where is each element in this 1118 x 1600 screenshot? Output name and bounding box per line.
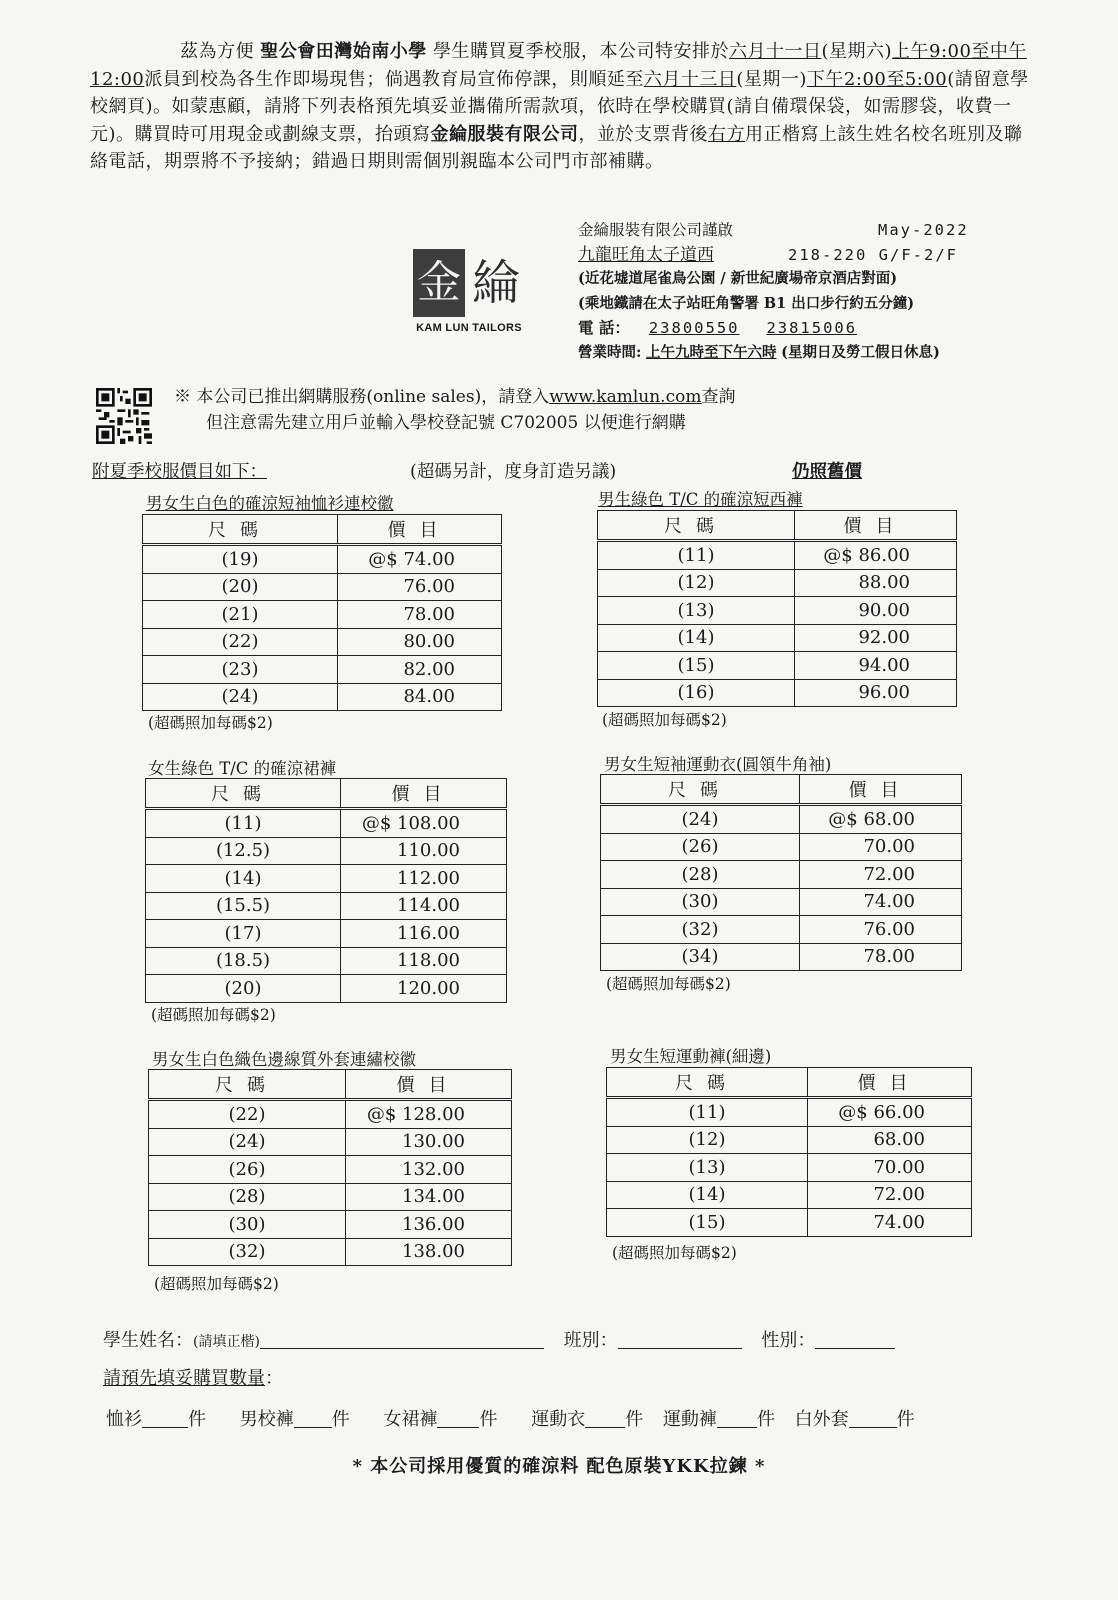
phone-label: 電 話： <box>578 318 630 337</box>
price-cell: @$ 74.00 <box>338 545 502 574</box>
size-cell: (21) <box>143 601 338 629</box>
company-info <box>578 218 1018 365</box>
qty-unit: 件 <box>331 1409 350 1430</box>
intro-text-6: (請留意學校網頁)。如蒙惠顧，請將下列表格預先填妥並攜備所需款項，依時在學校購買(請自備環保袋，如需膠袋，收費一元)。購買時可用現金或劃線支票，抬頭寫 <box>90 68 1029 145</box>
price-cell: 78.00 <box>338 601 502 629</box>
price-table-jacket <box>148 1069 512 1266</box>
table-row <box>598 679 957 707</box>
phone-number-1: 23800550 <box>648 319 740 337</box>
table-row <box>146 892 507 920</box>
price-cell: @$ 108.00 <box>341 809 507 838</box>
table-row <box>143 545 502 574</box>
price-table-boys-shorts <box>597 510 957 707</box>
cheque-right-side: 右方 <box>708 123 746 145</box>
phone-number-2: 23815006 <box>766 319 858 337</box>
online-line-2: 但注意需先建立用戶並輸入學校登記號 C702005 以便進行網購 <box>206 413 686 433</box>
size-header: 尺碼 <box>149 1070 346 1100</box>
intro-paragraph <box>90 38 1030 176</box>
intro-text-7: ，並於支票背後 <box>578 123 709 145</box>
table-row <box>607 1154 972 1182</box>
price-table-sports-shorts <box>606 1067 972 1237</box>
qty-unit: 件 <box>625 1409 644 1430</box>
sale-date-1: 六月十一日 <box>728 41 822 62</box>
sale-date-2: 六月十三日 <box>643 68 737 90</box>
price-cell: 94.00 <box>795 652 957 680</box>
table-row <box>607 1126 972 1154</box>
size-cell: (28) <box>149 1183 346 1211</box>
size-cell: (23) <box>143 656 338 684</box>
table-row <box>601 805 962 834</box>
table-row <box>598 624 957 652</box>
student-name-hint: (請填正楷) <box>193 1334 260 1350</box>
student-name-field[interactable] <box>260 1330 544 1349</box>
class-label: 班別： <box>563 1330 618 1351</box>
size-cell: (20) <box>143 573 338 601</box>
table-row <box>598 652 957 680</box>
price-table-shirt <box>142 514 502 711</box>
qty-item-girls-skort: 女裙褲 <box>383 1409 438 1430</box>
old-price-label: 仍照舊價 <box>792 462 862 482</box>
table-row <box>143 573 502 601</box>
size-cell: (11) <box>607 1098 808 1127</box>
school-name: 聖公會田灣始南小學 <box>260 41 427 62</box>
price-cell: 84.00 <box>338 683 502 711</box>
table-row <box>598 569 957 597</box>
price-cell: 118.00 <box>341 947 507 975</box>
hours-note: (星期日及勞工假日休息) <box>781 343 940 361</box>
price-cell: @$ 86.00 <box>795 541 957 570</box>
price-cell: 88.00 <box>795 569 957 597</box>
size-header: 尺碼 <box>607 1068 808 1098</box>
table-row <box>149 1211 512 1239</box>
price-cell: 80.00 <box>338 628 502 656</box>
company-signoff: 金綸服裝有限公司謹啟 <box>578 221 734 239</box>
price-cell: 116.00 <box>341 920 507 948</box>
table-row <box>146 837 507 865</box>
price-cell: 114.00 <box>341 892 507 920</box>
mtr-directions: (乘地鐵請在太子站旺角警署 B1 出口步行約五分鐘) <box>578 294 915 312</box>
oversize-note: (超碼照加每碼$2) <box>602 711 727 729</box>
table-row <box>146 975 507 1003</box>
qty-sports-shorts-field[interactable] <box>717 1409 757 1428</box>
qty-item-sports-shorts: 運動褲 <box>662 1409 717 1430</box>
student-info-row <box>103 1326 895 1352</box>
qty-item-sports-shirt: 運動衣 <box>531 1409 586 1430</box>
table-row <box>146 809 507 838</box>
logo-char-left: 金 <box>413 249 465 317</box>
size-cell: (26) <box>601 833 800 861</box>
price-cell: 130.00 <box>346 1128 512 1156</box>
size-cell: (16) <box>598 679 795 707</box>
price-cell: 132.00 <box>346 1156 512 1184</box>
price-cell: 138.00 <box>346 1238 512 1266</box>
size-cell: (34) <box>601 943 800 971</box>
price-header: 價目 <box>800 775 962 805</box>
qty-unit: 件 <box>896 1409 915 1430</box>
table-row <box>607 1098 972 1127</box>
size-cell: (17) <box>146 920 341 948</box>
price-table-girls-skort <box>145 778 507 1003</box>
oversize-note: (超碼照加每碼$2) <box>154 1275 279 1293</box>
price-cell: 76.00 <box>338 573 502 601</box>
sale-time-1: 上午9:00至中午12:00 <box>90 41 1027 90</box>
intro-text-2: 學生購買夏季校服，本公司特安排於 <box>426 41 729 62</box>
gender-field[interactable] <box>815 1330 895 1349</box>
website-link[interactable]: www.kamlun.com <box>549 387 702 407</box>
logo-char-right: 綸 <box>465 249 527 317</box>
intro-text-3: (星期六) <box>821 41 893 62</box>
intro-text-8: 用正楷寫上該生姓名校名班別及聯絡電話，期票將不予接納；錯過日期則需個別親臨本公司門市部補購。 <box>90 123 1023 172</box>
intro-text-4: 派員到校為各生作即場現售；倘遇教育局宣佈停課，則順延至 <box>144 68 644 90</box>
size-cell: (11) <box>598 541 795 570</box>
price-cell: 76.00 <box>800 916 962 944</box>
price-cell: @$ 66.00 <box>808 1098 972 1127</box>
size-cell: (19) <box>143 545 338 574</box>
size-cell: (24) <box>601 805 800 834</box>
address-street: 九龍旺角太子道西 <box>578 244 714 265</box>
price-cell: 68.00 <box>808 1126 972 1154</box>
size-cell: (18.5) <box>146 947 341 975</box>
price-cell: 72.00 <box>800 861 962 889</box>
price-header: 價目 <box>795 511 957 541</box>
gender-label: 性別： <box>761 1330 816 1351</box>
online-line-1-end: 查詢 <box>701 387 736 407</box>
size-cell: (12) <box>607 1126 808 1154</box>
table-row <box>143 601 502 629</box>
table-row <box>601 916 962 944</box>
sale-time-2: 下午2:00至5:00 <box>806 68 948 90</box>
table-row <box>143 628 502 656</box>
table-row <box>146 947 507 975</box>
size-cell: (32) <box>149 1238 346 1266</box>
size-cell: (24) <box>143 683 338 711</box>
student-name-label: 學生姓名： <box>103 1330 193 1351</box>
price-table-sports-shirt <box>600 774 962 971</box>
intro-text-1: 茲為方便 <box>180 41 261 62</box>
price-cell: @$ 128.00 <box>346 1100 512 1129</box>
size-cell: (30) <box>601 888 800 916</box>
qty-jacket-field[interactable] <box>849 1409 897 1428</box>
address-number: 218-220 G/F-2/F <box>788 245 958 264</box>
address-landmark: (近花墟道尾雀鳥公園 / 新世紀廣場帝京酒店對面) <box>578 270 898 287</box>
size-cell: (20) <box>146 975 341 1003</box>
table-row <box>607 1209 972 1237</box>
price-header: 價目 <box>346 1070 512 1100</box>
online-sales-notice <box>174 384 735 436</box>
price-list-note: (超碼另計，度身訂造另議) <box>410 462 617 482</box>
table-row <box>146 920 507 948</box>
table-row <box>601 943 962 971</box>
table-row <box>146 865 507 893</box>
hours-label: 營業時間: <box>578 343 642 361</box>
oversize-note: (超碼照加每碼$2) <box>148 714 273 732</box>
class-field[interactable] <box>618 1330 742 1349</box>
oversize-note: (超碼照加每碼$2) <box>606 975 731 993</box>
size-cell: (22) <box>149 1100 346 1129</box>
size-cell: (30) <box>149 1211 346 1239</box>
size-cell: (11) <box>146 809 341 838</box>
price-cell: 134.00 <box>346 1183 512 1211</box>
qty-girls-skort-field[interactable] <box>437 1409 479 1428</box>
footer-note: * 本公司採用優質的確涼料 配色原裝YKK拉鍊 * <box>352 1456 766 1477</box>
qty-unit: 件 <box>479 1409 498 1430</box>
size-cell: (26) <box>149 1156 346 1184</box>
size-cell: (14) <box>146 865 341 893</box>
price-cell: 74.00 <box>800 888 962 916</box>
qty-item-shirt: 恤衫 <box>106 1409 142 1430</box>
qty-shirt-field[interactable] <box>142 1409 188 1428</box>
size-cell: (32) <box>601 916 800 944</box>
oversize-note: (超碼照加每碼$2) <box>151 1006 276 1024</box>
table-row <box>601 888 962 916</box>
table-row <box>149 1238 512 1266</box>
qty-boys-shorts-field[interactable] <box>294 1409 332 1428</box>
price-cell: 110.00 <box>341 837 507 865</box>
price-cell: 74.00 <box>808 1209 972 1237</box>
size-cell: (22) <box>143 628 338 656</box>
logo-caption: KAM LUN TAILORS <box>416 322 522 334</box>
price-cell: 136.00 <box>346 1211 512 1239</box>
table-row <box>598 541 957 570</box>
size-cell: (14) <box>607 1181 808 1209</box>
quantity-heading <box>103 1364 283 1390</box>
price-header: 價目 <box>341 779 507 809</box>
size-cell: (15) <box>598 652 795 680</box>
business-hours: 上午九時至下午六時 <box>645 343 777 361</box>
price-cell: 72.00 <box>808 1181 972 1209</box>
qr-code-icon <box>96 388 152 444</box>
size-cell: (15) <box>607 1209 808 1237</box>
company-logo <box>413 249 527 317</box>
size-cell: (15.5) <box>146 892 341 920</box>
price-cell: 92.00 <box>795 624 957 652</box>
size-header: 尺碼 <box>146 779 341 809</box>
table-row <box>601 861 962 889</box>
qty-sports-shirt-field[interactable] <box>585 1409 625 1428</box>
price-header: 價目 <box>808 1068 972 1098</box>
qty-item-jacket: 白外套 <box>794 1409 849 1430</box>
table-title-shirt: 男女生白色的確涼短袖恤衫連校徽 <box>146 494 394 513</box>
table-row <box>607 1181 972 1209</box>
table-row <box>598 597 957 625</box>
qty-unit: 件 <box>756 1409 775 1430</box>
table-title-girls-skort: 女生綠色 T/C 的確涼裙褲 <box>148 759 337 778</box>
size-cell: (12) <box>598 569 795 597</box>
size-cell: (13) <box>607 1154 808 1182</box>
table-row <box>143 656 502 684</box>
qty-item-boys-shorts: 男校褲 <box>239 1409 294 1430</box>
table-row <box>143 683 502 711</box>
price-cell: 78.00 <box>800 943 962 971</box>
size-cell: (13) <box>598 597 795 625</box>
letter-date: May-2022 <box>878 221 969 239</box>
size-cell: (24) <box>149 1128 346 1156</box>
payee-name: 金綸服裝有限公司 <box>430 123 579 145</box>
intro-text-5: (星期一) <box>736 68 807 90</box>
price-cell: 82.00 <box>338 656 502 684</box>
price-cell: 96.00 <box>795 679 957 707</box>
table-title-boys-shorts: 男生綠色 T/C 的確涼短西褲 <box>598 490 803 509</box>
price-cell: 112.00 <box>341 865 507 893</box>
oversize-note: (超碼照加每碼$2) <box>612 1244 737 1262</box>
price-header: 價目 <box>338 515 502 545</box>
quantity-colon: ： <box>265 1368 283 1389</box>
price-cell: 70.00 <box>808 1154 972 1182</box>
qty-unit: 件 <box>188 1409 206 1430</box>
table-row <box>149 1183 512 1211</box>
notice-mark: ※ <box>174 387 191 407</box>
table-row <box>149 1100 512 1129</box>
size-cell: (14) <box>598 624 795 652</box>
table-title-sports-shorts: 男女生短運動褲(細邊) <box>610 1047 772 1066</box>
size-header: 尺碼 <box>598 511 795 541</box>
table-row <box>149 1156 512 1184</box>
size-header: 尺碼 <box>143 515 338 545</box>
quantity-label: 請預先填妥購買數量 <box>103 1368 265 1389</box>
price-cell: 120.00 <box>341 975 507 1003</box>
price-cell: @$ 68.00 <box>800 805 962 834</box>
size-cell: (12.5) <box>146 837 341 865</box>
table-title-jacket: 男女生白色織色邊線質外套連繡校徽 <box>152 1050 416 1069</box>
size-header: 尺碼 <box>601 775 800 805</box>
price-list-title: 附夏季校服價目如下： <box>92 462 267 482</box>
table-row <box>601 833 962 861</box>
table-title-sports-shirt: 男女生短袖運動衣(圓領牛角袖) <box>604 755 832 774</box>
size-cell: (28) <box>601 861 800 889</box>
price-cell: 70.00 <box>800 833 962 861</box>
table-row <box>149 1128 512 1156</box>
online-line-1: 本公司已推出網購服務(online sales)，請登入 <box>196 387 550 407</box>
quantity-row <box>106 1405 915 1431</box>
price-cell: 90.00 <box>795 597 957 625</box>
